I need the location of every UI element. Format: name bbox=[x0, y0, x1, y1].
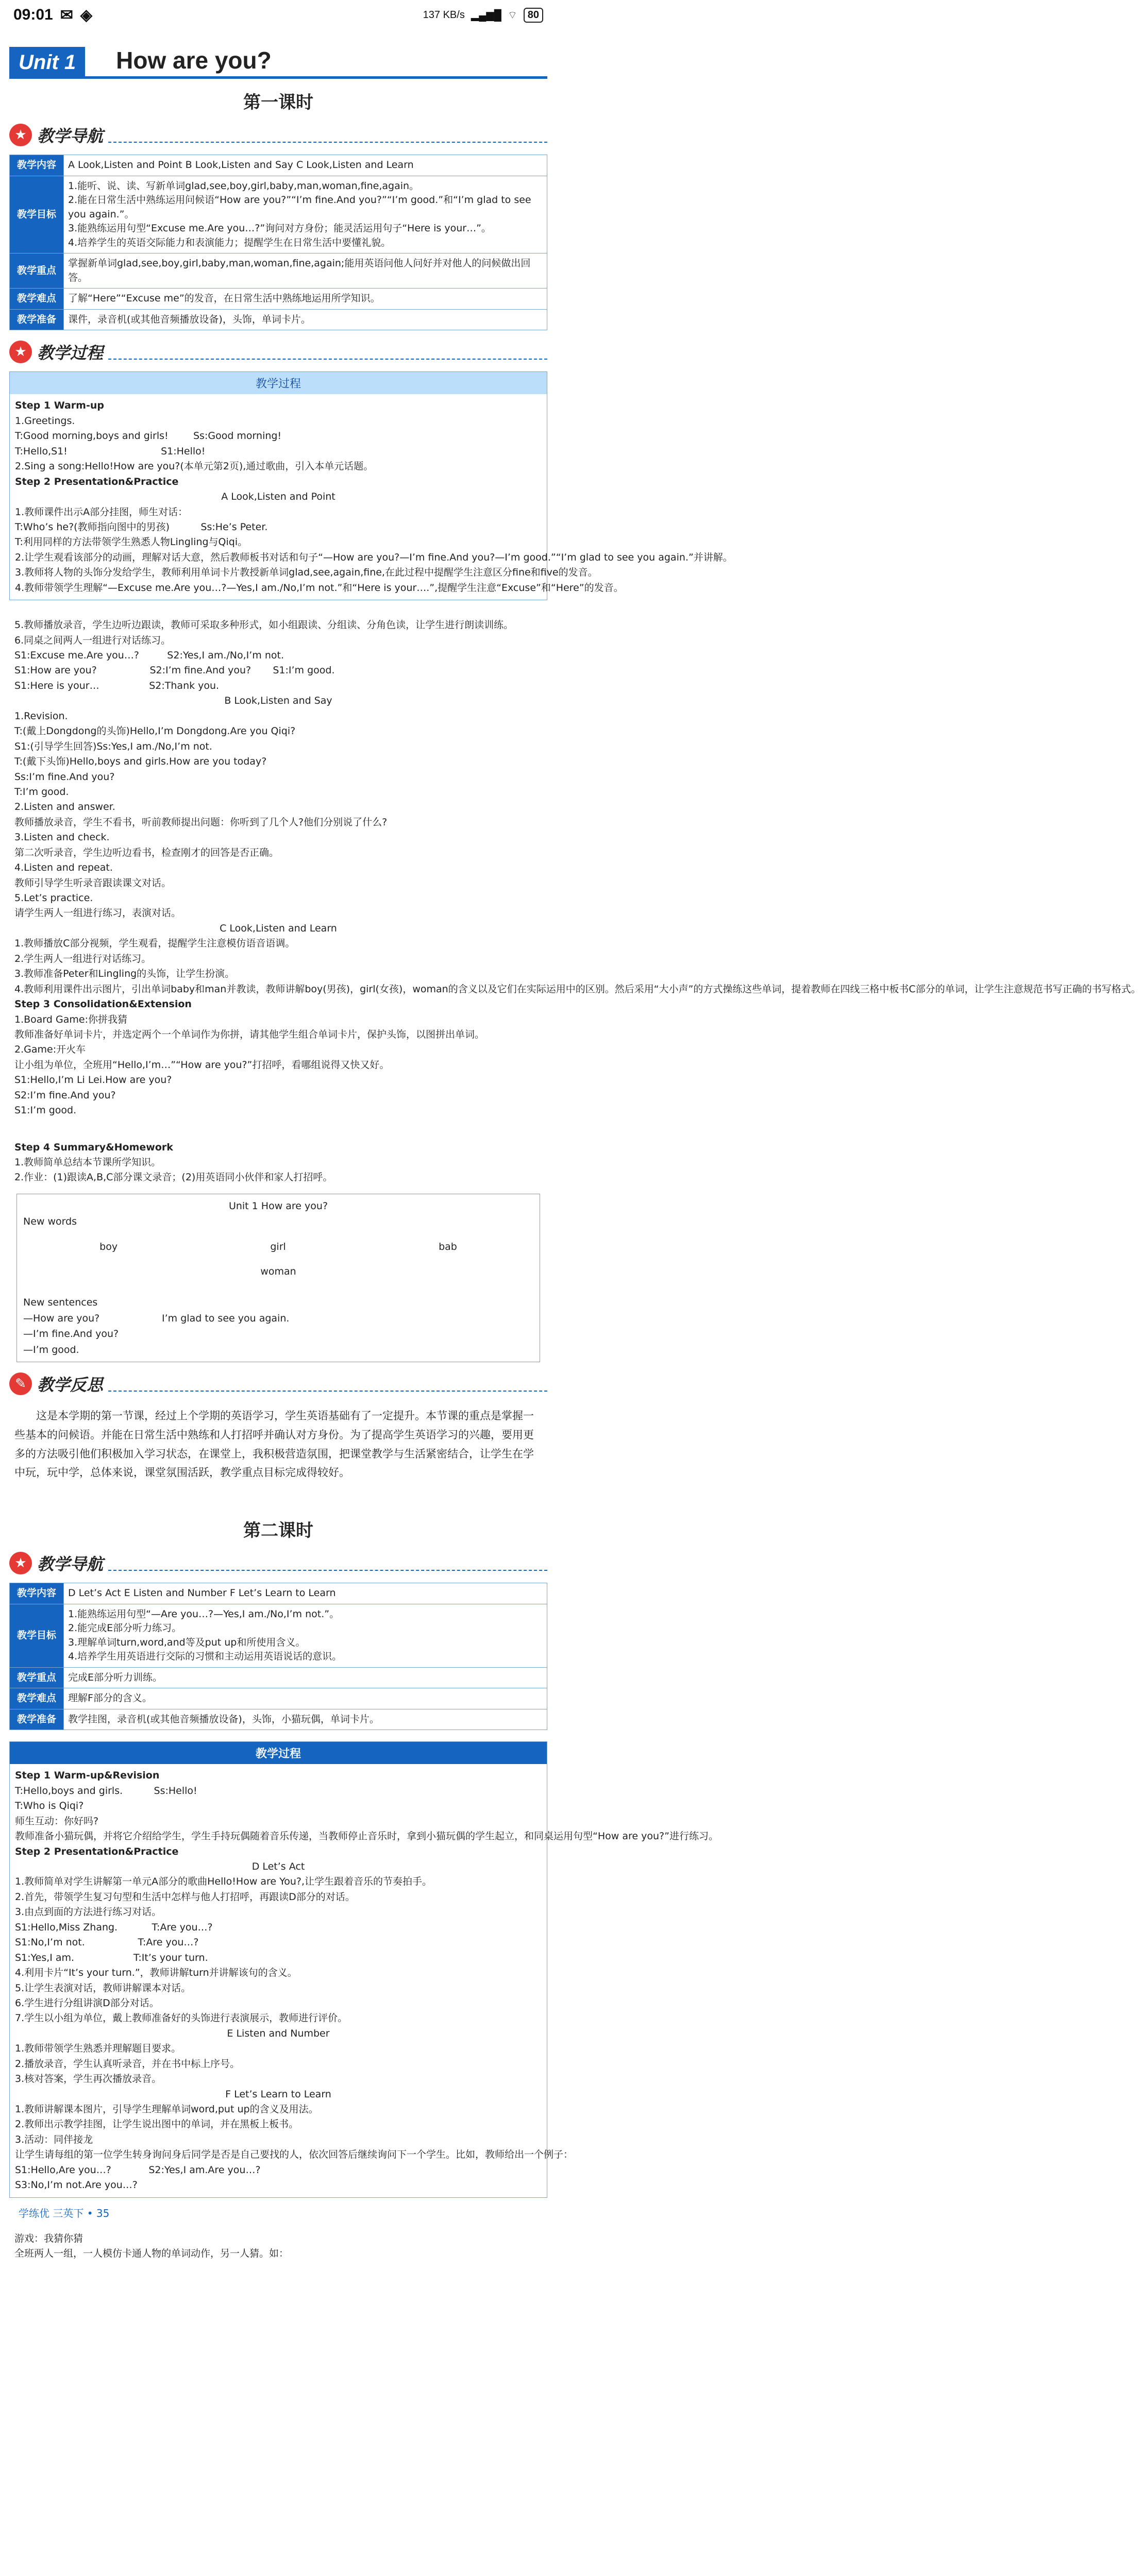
step-line: S1:I’m good. bbox=[14, 1105, 77, 1116]
unit-tab: Unit 1 bbox=[9, 47, 85, 76]
pen-icon: ✎ bbox=[9, 1372, 32, 1395]
step-line: 1.教师讲解课本图片，引导学生理解单词word,put up的含义及用法。 bbox=[15, 2104, 318, 2115]
lesson1-process-box bbox=[9, 371, 733, 600]
goal-row bbox=[10, 1583, 547, 1604]
step-line: 4.教师带领学生理解“—Excuse me.Are you…?—Yes,I am./No,I’m not.”和“Here is your….”,提醒学生注意“Excuse”和“Here”的发音。 bbox=[15, 582, 624, 594]
goal-value: 了解“Here”“Excuse me”的发音，在日常生活中熟练地运用所学知识。 bbox=[64, 289, 547, 310]
board-sentence: —I’m fine.And you? bbox=[23, 1328, 119, 1340]
status-time: 09:01 bbox=[13, 6, 53, 23]
goal-value: 掌握新单词glad,see,boy,girl,baby,man,woman,fine,again;能用英语问他人问好并对他人的问候做出回答。 bbox=[64, 253, 547, 289]
goal-key: 教学准备 bbox=[10, 309, 64, 330]
step-line: 1.教师简单总结本节课所学知识。 bbox=[14, 1157, 161, 1168]
lesson2-final-lines bbox=[9, 2227, 547, 2266]
goal-key: 教学准备 bbox=[10, 1709, 64, 1730]
step-line: 3.教师准备Peter和Lingling的头饰，让学生扮演。 bbox=[14, 968, 235, 980]
blackboard-design bbox=[16, 1194, 540, 1362]
step-line: 3.核对答案，学生再次播放录音。 bbox=[15, 2073, 162, 2085]
goal-key: 教学重点 bbox=[10, 1667, 64, 1688]
step-line: 5.Let’s practice. bbox=[14, 892, 93, 904]
step-line: F Let’s Learn to Learn bbox=[225, 2088, 331, 2100]
lesson2-goal-table bbox=[9, 1583, 547, 1730]
step-line: T:(戴上Dongdong的头饰)Hello,I’m Dongdong.Are you Qiqi? bbox=[14, 725, 296, 737]
step-line: 2.Listen and answer. bbox=[14, 801, 115, 813]
goal-key: 教学重点 bbox=[10, 253, 64, 289]
step-line: T:Hello,boys and girls. Ss:Hello! bbox=[15, 1785, 197, 1797]
process-header: 教学过程 bbox=[10, 1742, 547, 1764]
goal-row bbox=[10, 253, 547, 289]
step-line: S1:No,I’m not. T:Are you…? bbox=[15, 1937, 199, 1948]
signal-icon: ▂▄▆█ bbox=[471, 9, 501, 21]
step-line: 师生互动：你好吗? bbox=[15, 1815, 99, 1827]
goal-key: 教学难点 bbox=[10, 1688, 64, 1709]
book-icon: ★ bbox=[9, 1552, 32, 1574]
reflection-text: 这是本学期的第一节课，经过上个学期的英语学习，学生英语基础有了一定提升。本节课的重点是掌握一些基本的问候语。并能在日常生活中熟练和人打招呼并确认对方身份。为了提高学生英语学习的兴趣，要用更多的方法吸引他们积极加入学习状态，在课堂上，我积极营造氛围，把课堂教学与生活紧密结合，让学生在学中玩，玩中学，总体来说，课堂氛围活跃，教学重点目标完成得较好。 bbox=[14, 1410, 534, 1479]
goal-key: 教学目标 bbox=[10, 176, 64, 253]
step-line: 4.Listen and repeat. bbox=[14, 862, 113, 874]
lesson1-title: 第一课时 bbox=[243, 92, 313, 113]
step-line: 1.教师简单对学生讲解第一单元A部分的歌曲Hello!How are You?,让学生跟着音乐的节奏拍手。 bbox=[15, 1876, 432, 1888]
step-line: 教师播放录音，学生不看书，听前教师提出问题：你听到了几个人?他们分别说了什么? bbox=[14, 816, 388, 828]
board-word-woman: woman bbox=[260, 1266, 296, 1278]
step-line: 请学生两人一组进行练习，表演对话。 bbox=[14, 907, 181, 919]
goal-value: 1.能听、说、读、写新单词glad,see,boy,girl,baby,man,woman,fine,again。 2.能在日常生活中熟练运用问候语“How are you?”“I’m fine.And you?”“I’m good.”和“I’m glad to see you again.”。 3.能熟练运用句型“Excuse me.Are you…?”询问对方身份；能灵活运用句子“Here is your…”。 4.培养学生的英语交际能力和表演能力；提醒学生在日常生活中要懂礼貌。 bbox=[64, 176, 547, 253]
step-line: S1:Here is your… S2:Thank you. bbox=[14, 680, 220, 691]
status-bar bbox=[0, 0, 557, 30]
step-line: S3:No,I’m not.Are you…? bbox=[15, 2179, 138, 2191]
step-line: 2.作业：(1)跟读A,B,C部分课文录音；(2)用英语同小伙伴和家人打招呼。 bbox=[14, 1172, 333, 1183]
step-line: S1:Yes,I am. T:It’s your turn. bbox=[15, 1952, 208, 1963]
step-line: 1.Greetings. bbox=[15, 415, 75, 427]
board-new-sentences: New sentences bbox=[23, 1297, 98, 1309]
step-line: T:利用同样的方法带领学生熟悉人物Lingling与Qiqi。 bbox=[15, 536, 248, 548]
step-line: T:Who is Qiqi? bbox=[15, 1800, 84, 1812]
step-line: 让学生请每组的第一位学生转身询问身后同学是否是自己要找的人，依次回答后继续询问下一个学生。比如，教师给出一个例子： bbox=[15, 2149, 574, 2161]
goal-key: 教学内容 bbox=[10, 155, 64, 176]
step-line: S2:I’m fine.And you? bbox=[14, 1089, 116, 1101]
board-word: bab bbox=[439, 1241, 457, 1252]
step-line: Step 2 Presentation&Practice bbox=[15, 476, 179, 487]
step-line: 2.Sing a song:Hello!How are you?(本单元第2页),通过歌曲，引入本单元话题。 bbox=[15, 461, 374, 472]
step-line: S1:Hello,I’m Li Lei.How are you? bbox=[14, 1074, 172, 1086]
goal-row bbox=[10, 155, 547, 176]
board-sentence: —I’m good. bbox=[23, 1344, 79, 1355]
step-line: 3.Listen and check. bbox=[14, 832, 110, 843]
board-new-words: New words bbox=[23, 1216, 77, 1228]
step-line: Step 4 Summary&Homework bbox=[14, 1141, 173, 1153]
step-line: 教师准备小猫玩偶，并将它介绍给学生，学生手持玩偶随着音乐传递，当教师停止音乐时，拿到小猫玩偶的学生起立，和同桌运用句型“How are you?”进行练习。 bbox=[15, 1831, 718, 1842]
step-line: 5.教师播放录音，学生边听边跟读，教师可采取多种形式，如小组跟读、分组读、分角色读，让学生进行朗读训练。 bbox=[14, 619, 514, 631]
goal-row bbox=[10, 1688, 547, 1709]
lesson2-guide-heading: ★ 教学导航 bbox=[9, 1549, 547, 1578]
goal-row bbox=[10, 1709, 547, 1730]
step-line: 1.教师带领学生熟悉并理解题目要求。 bbox=[15, 2043, 181, 2055]
final-line: 游戏：我猜你猜 bbox=[14, 2232, 83, 2244]
notification-icon: ✉ bbox=[60, 6, 73, 24]
unit-header bbox=[9, 34, 547, 79]
step-line: 2.教师出示教学挂图，让学生说出图中的单词，并在黑板上板书。 bbox=[15, 2119, 299, 2130]
lesson1-process-heading: ★ 教学过程 bbox=[9, 337, 547, 366]
step-line: 4.利用卡片“It’s your turn.”，教师讲解turn并讲解该句的含义。 bbox=[15, 1967, 297, 1979]
goal-row bbox=[10, 309, 547, 330]
step-line: Step 2 Presentation&Practice bbox=[15, 1845, 179, 1857]
board-sentence-list bbox=[23, 1311, 533, 1358]
step-line: S1:Hello,Miss Zhang. T:Are you…? bbox=[15, 1921, 213, 1933]
step-line: 6.学生进行分组讲演D部分对话。 bbox=[15, 1997, 159, 2009]
battery-level: 80 bbox=[524, 8, 543, 23]
step-line: T:(戴下头饰)Hello,boys and girls.How are you today? bbox=[14, 756, 267, 768]
step-line: 1.教师播放C部分视频，学生观看，提醒学生注意模仿语音语调。 bbox=[14, 938, 295, 950]
document bbox=[0, 34, 1141, 2266]
step-line: 4.教师利用课件出示图片，引出单词baby和man并教读，教师讲解boy(男孩)，girl(女孩)，woman的含义以及它们在实际运用中的区别。然后采用“大小声”的方式操练这些单词，提着教师在四线三格中板书C部分的单词，让学生注意规范书写正确的书写格式。 bbox=[14, 983, 1141, 995]
goal-value: 1.能熟练运用句型“—Are you…?—Yes,I am./No,I’m not.”。 2.能完成E部分听力练习。 3.理解单词turn,word,and等及put up和所使用含义。 4.培养学生用英语进行交际的习惯和主动运用英语说话的意识。 bbox=[64, 1604, 547, 1667]
step-line: T:Hello,S1! S1:Hello! bbox=[15, 445, 206, 457]
step-line: D Let’s Act bbox=[251, 1861, 305, 1873]
goal-key: 教学目标 bbox=[10, 1604, 64, 1667]
step-line: 教师准备好单词卡片，并选定两个一个单词作为你拼，请其他学生组合单词卡片，保护头饰，以图拼出单词。 bbox=[14, 1028, 485, 1040]
goal-value: 理解F部分的含义。 bbox=[64, 1688, 547, 1709]
step-line: E Listen and Number bbox=[227, 2027, 330, 2039]
goal-key: 教学难点 bbox=[10, 289, 64, 310]
step-line: B Look,Listen and Say bbox=[224, 695, 332, 707]
step-line: T:I’m good. bbox=[14, 786, 69, 798]
goal-value: 完成E部分听力训练。 bbox=[64, 1667, 547, 1688]
step-line: 3.由点到面的方法进行练习对话。 bbox=[15, 1906, 162, 1918]
step-line: T:Good morning,boys and girls! Ss:Good morning! bbox=[15, 430, 282, 442]
step-line: Step 1 Warm-up bbox=[15, 400, 104, 412]
step-line: Step 1 Warm-up&Revision bbox=[15, 1770, 160, 1782]
board-word-list bbox=[23, 1239, 533, 1255]
step-line: T:Who’s he?(教师指向图中的男孩) Ss:He’s Peter. bbox=[15, 521, 268, 533]
book-icon: ★ bbox=[9, 341, 32, 363]
step-line: Step 3 Consolidation&Extension bbox=[14, 998, 192, 1010]
step-line: 让小组为单位，全班用“Hello,I’m…”“How are you?”打招呼，看哪组说得又快又好。 bbox=[14, 1059, 390, 1071]
lesson1-guide-heading: ★ 教学导航 bbox=[9, 121, 547, 149]
goal-row bbox=[10, 1604, 547, 1667]
goal-key: 教学内容 bbox=[10, 1583, 64, 1604]
step-line: 1.Revision. bbox=[14, 710, 68, 722]
goal-value: 教学挂图，录音机(或其他音频播放设备)，头饰，小猫玩偶，单词卡片。 bbox=[64, 1709, 547, 1730]
goal-value: D Let’s Act E Listen and Number F Let’s Learn to Learn bbox=[64, 1583, 547, 1604]
lesson2-steps bbox=[10, 1764, 718, 2197]
goal-row bbox=[10, 289, 547, 310]
step-line: Ss:I’m fine.And you? bbox=[14, 771, 115, 783]
network-speed: 137 KB/s bbox=[423, 9, 465, 21]
reflection-heading: ✎ 教学反思 bbox=[9, 1369, 547, 1398]
step-line: C Look,Listen and Learn bbox=[220, 922, 337, 934]
board-word: girl bbox=[270, 1241, 286, 1252]
lesson1-summary bbox=[9, 1136, 547, 1190]
step-line: 教师引导学生听录音跟读课文对话。 bbox=[14, 877, 172, 889]
lesson2-process-box bbox=[9, 1741, 718, 2197]
step-line: S1:How are you? S2:I’m fine.And you? S1:I’m good. bbox=[14, 665, 335, 676]
lesson1-steps bbox=[10, 394, 733, 600]
step-line: S1:(引导学生回答)Ss:Yes,I am./No,I’m not. bbox=[14, 740, 212, 752]
step-line: 2.首先，带领学生复习句型和生活中怎样与他人打招呼，再跟读D部分的对话。 bbox=[15, 1891, 355, 1903]
step-line: A Look,Listen and Point bbox=[221, 491, 335, 503]
step-line: 2.Game:开火车 bbox=[14, 1044, 86, 1056]
step-line: 7.学生以小组为单位，戴上教师准备好的头饰进行表演展示，教师进行评价。 bbox=[15, 2012, 348, 2024]
step-line: 3.活动：同伴接龙 bbox=[15, 2133, 93, 2145]
board-word: boy bbox=[99, 1241, 118, 1252]
board-sentence: —How are you? I’m glad to see you again. bbox=[23, 1312, 290, 1324]
process-header: 教学过程 bbox=[10, 372, 547, 394]
step-line: 2.让学生观看该部分的动画，理解对话大意，然后教师板书对话和句子“—How are you?—I’m fine.And you?—I’m good.”“I’m glad to see you again.”并讲解。 bbox=[15, 551, 733, 563]
step-line: 2.学生两人一组进行对话练习。 bbox=[14, 953, 152, 964]
step-line: 2.播放录音，学生认真听录音，并在书中标上序号。 bbox=[15, 2058, 240, 2070]
goal-row bbox=[10, 1667, 547, 1688]
goal-row bbox=[10, 176, 547, 253]
final-line: 全班两人一组，一人模仿卡通人物的单词动作，另一人猜。如： bbox=[14, 2248, 289, 2260]
lesson1-steps-continued bbox=[9, 614, 1141, 1122]
step-line: 1.Board Game:你拼我猜 bbox=[14, 1013, 127, 1025]
lesson1-goal-table bbox=[9, 155, 547, 330]
location-icon: ◈ bbox=[80, 6, 92, 24]
step-line: 第二次听录音，学生边听边看书，检查刚才的回答是否正确。 bbox=[14, 846, 279, 858]
step-line: 5.让学生表演对话，教师讲解课本对话。 bbox=[15, 1982, 191, 1994]
step-line: 6.同桌之间两人一组进行对话练习。 bbox=[14, 634, 171, 646]
step-line: S1:Hello,Are you…? S2:Yes,I am.Are you…? bbox=[15, 2164, 261, 2176]
step-line: 3.教师将人物的头饰分发给学生，教师利用单词卡片教授新单词glad,see,again,fine,在此过程中提醒学生注意区分fine和five的发音。 bbox=[15, 567, 598, 579]
goal-value: A Look,Listen and Point B Look,Listen and Say C Look,Listen and Learn bbox=[64, 155, 547, 176]
board-title: Unit 1 How are you? bbox=[228, 1200, 328, 1212]
unit-title: How are you? bbox=[116, 47, 272, 74]
page-footer bbox=[9, 2198, 547, 2227]
goal-value: 课件，录音机(或其他音频播放设备)，头饰，单词卡片。 bbox=[64, 309, 547, 330]
step-line: 1.教师课件出示A部分挂图，师生对话： bbox=[15, 506, 188, 518]
footer-text: 学练优 三英下 • 35 bbox=[19, 2207, 110, 2219]
book-icon: ★ bbox=[9, 124, 32, 146]
wifi-icon: ⌔ bbox=[507, 9, 517, 21]
step-line: S1:Excuse me.Are you…? S2:Yes,I am./No,I’m not. bbox=[14, 650, 284, 662]
lesson2-title: 第二课时 bbox=[243, 1520, 313, 1541]
